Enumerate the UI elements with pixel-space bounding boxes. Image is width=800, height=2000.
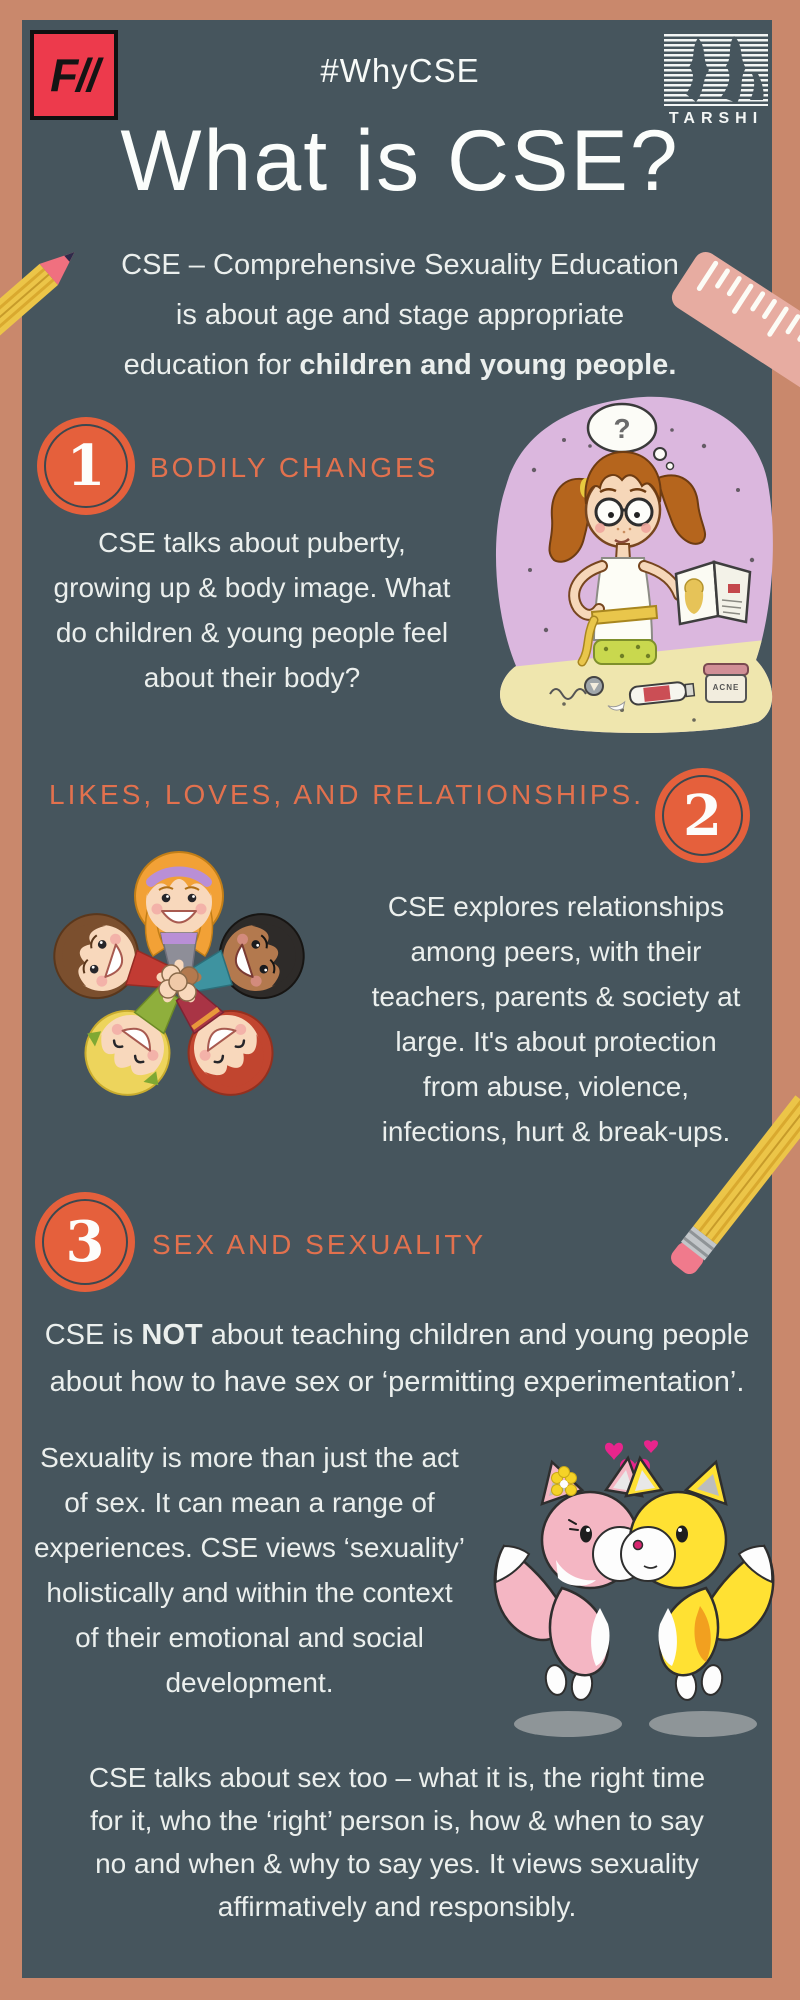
section-1-number: 1 [66,433,106,499]
closing-paragraph [22,1756,772,1928]
section-2-text-line: teachers, parents & society at [371,981,741,1012]
section-2-number: 2 [683,782,722,849]
not-paragraph-line: CSE is NOT about teaching children and young people [44,1319,750,1351]
intro-line: is about age and stage appropriate [175,299,625,331]
sexuality-paragraph-line: of sex. It can mean a range of [64,1487,435,1518]
section-1-text-line: about their body? [143,662,361,693]
section-1-heading: BODILY CHANGES [150,452,439,483]
section-2-text-line: infections, hurt & break-ups. [381,1116,731,1147]
fox-couple-kissing-illustration [468,1428,800,1750]
closing-paragraph-line: CSE talks about sex too – what it is, the right time [88,1762,706,1793]
sexuality-paragraph-line: experiences. CSE views ‘sexuality’ [33,1532,466,1563]
section-2-badge [655,768,750,863]
section-1-badge [37,417,135,515]
section-2-heading-line: RELATIONSHIPS. [372,779,644,810]
section-2-text-line: large. It's about protection [395,1026,717,1057]
fii-logo-text: F// [50,49,98,101]
section-2-text-line: CSE explores relationships [387,891,725,922]
tarshi-logo-mark [664,34,768,106]
not-emphasis: NOT [141,1319,203,1351]
section-1-text-line: do children & young people feel [55,617,449,648]
section-3-not-paragraph [22,1312,772,1406]
section-1-text-line: growing up & body image. What [53,572,451,603]
sexuality-paragraph-line: development. [165,1667,334,1698]
section-3-heading: SEX AND SEXUALITY [152,1229,487,1260]
section-3-sexuality-paragraph [22,1435,477,1705]
thought-question-mark: ? [613,413,631,444]
section-2-text [320,884,792,1154]
section-2-text-line: from abuse, violence, [422,1071,690,1102]
intro-paragraph [0,240,800,390]
not-paragraph-line: about how to have sex or ‘permitting experimentation’. [49,1366,745,1398]
sexuality-paragraph-line: holistically and within the context [46,1577,453,1608]
sexuality-paragraph-line: Sexuality is more than just the act [40,1442,459,1473]
section-3-number: 3 [65,1209,105,1275]
closing-paragraph-line: for it, who the ‘right’ person is, how & when to say [90,1805,704,1836]
children-holding-hands-illustration [18,798,340,1143]
tarshi-logo-text: TARSHI [668,110,764,127]
closing-paragraph-line: affirmatively and responsibly. [217,1891,577,1922]
acne-jar-label: ACNE [712,683,740,692]
section-1-text-line: CSE talks about puberty, [98,527,406,558]
sexuality-paragraph-line: of their emotional and social [75,1622,424,1653]
section-2-heading-line: LIKES, LOVES, AND [49,779,362,810]
section-3-badge [35,1192,135,1292]
intro-emphasis: children and young people. [299,349,677,381]
closing-paragraph-line: no and when & why to say yes. It views sexuality [95,1848,699,1879]
hashtag-text: #WhyCSE [320,52,480,89]
intro-line: education for children and young people. [123,349,677,381]
tarshi-figures-icon [664,34,768,106]
section-2-text-line: among peers, with their [410,936,702,967]
section-1-text [22,520,482,700]
girl-body-image-illustration [472,388,794,736]
page-title: What is CSE? [120,113,680,209]
intro-line: CSE – Comprehensive Sexuality Education [121,249,679,281]
